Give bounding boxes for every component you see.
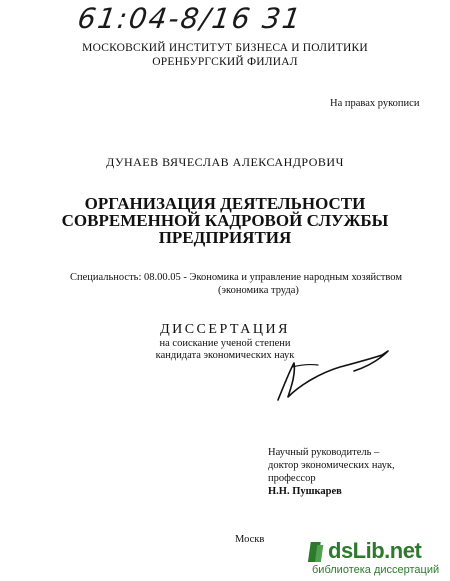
thesis-title-line: СОВРЕМЕННОЙ КАДРОВОЙ СЛУЖБЫ <box>61 211 389 230</box>
institute-name: МОСКОВСКИЙ ИНСТИТУТ БИЗНЕСА И ПОЛИТИКИ <box>82 42 368 54</box>
author-name: ДУНАЕВ ВЯЧЕСЛАВ АЛЕКСАНДРОВИЧ <box>106 155 344 169</box>
branch-name: ОРЕНБУРГСКИЙ ФИЛИАЛ <box>152 56 298 68</box>
document-type: ДИССЕРТАЦИЯ <box>160 322 290 337</box>
supervisor-title: профессор <box>268 473 316 484</box>
manuscript-rights-note: На правах рукописи <box>330 98 420 109</box>
supervisor-role: Научный руководитель – <box>268 447 380 458</box>
watermark-subtitle: библиотека диссертаций <box>312 564 440 576</box>
thesis-title-line: ПРЕДПРИЯТИЯ <box>158 228 292 247</box>
specialty-line: Специальность: 08.00.05 - Экономика и управление народным хозяйством <box>70 272 402 283</box>
supervisor-degree: доктор экономических наук, <box>268 460 395 471</box>
book-stack-icon <box>308 540 328 564</box>
handwritten-archive-number: 61:04-8/16 31 <box>75 2 305 35</box>
supervisor-name: Н.Н. Пушкарев <box>268 486 342 497</box>
dslib-watermark[interactable] <box>308 536 450 581</box>
degree-line: кандидата экономических наук <box>155 350 295 361</box>
city-name: Москв <box>235 534 265 545</box>
watermark-site-name: dsLib.net <box>328 538 422 563</box>
degree-line: на соискание ученой степени <box>159 338 291 349</box>
specialty-detail: (экономика труда) <box>218 285 299 296</box>
thesis-title-line: ОРГАНИЗАЦИЯ ДЕЯТЕЛЬНОСТИ <box>84 194 366 213</box>
author-signature <box>270 345 400 405</box>
